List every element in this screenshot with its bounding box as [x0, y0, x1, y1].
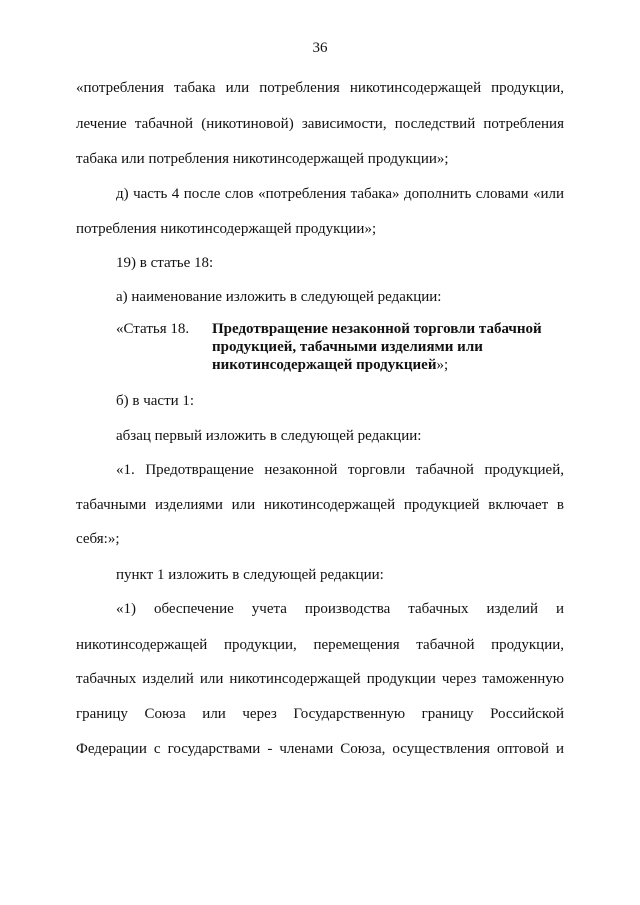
- page-number: 36: [312, 40, 328, 56]
- text-line: «1) обеспечение учета производства табачных изделий и: [116, 601, 564, 617]
- article-title-line: продукцией, табачными изделиями или: [212, 339, 483, 355]
- text-line: пункт 1 изложить в следующей редакции:: [116, 567, 384, 583]
- text-line: «потребления табака или потребления никотинсодержащей продукции,: [76, 80, 564, 96]
- text-line: Федерации с государствами - членами Союза, осуществления оптовой и: [76, 741, 564, 757]
- text-line: 19) в статье 18:: [116, 255, 214, 271]
- text-line: «1. Предотвращение незаконной торговли табачной продукцией,: [116, 462, 564, 478]
- text-line: никотинсодержащей продукции, перемещения табачной продукции,: [76, 637, 564, 653]
- text-line: табачных изделий или никотинсодержащей продукции через таможенную: [76, 671, 564, 687]
- text-line: потребления никотинсодержащей продукции»;: [76, 221, 377, 237]
- article-title-line: Предотвращение незаконной торговли табачной: [212, 321, 542, 337]
- article-title-line: никотинсодержащей продукцией»;: [212, 357, 449, 373]
- text-line: а) наименование изложить в следующей редакции:: [116, 289, 442, 305]
- text-line: границу Союза или через Государственную границу Российской: [76, 706, 564, 722]
- text-line: табака или потребления никотинсодержащей продукции»;: [76, 151, 449, 167]
- text-line: лечение табачной (никотиновой) зависимости, последствий потребления: [76, 116, 564, 132]
- text-line: абзац первый изложить в следующей редакции:: [116, 428, 422, 444]
- article-title: [212, 320, 572, 374]
- text-line: табачными изделиями или никотинсодержащей продукцией включает в: [76, 497, 564, 513]
- text-line: себя:»;: [76, 531, 120, 547]
- article-label: «Статья 18.: [116, 321, 190, 337]
- text-line: д) часть 4 после слов «потребления табака» дополнить словами «или: [116, 186, 564, 202]
- text-line: б) в части 1:: [116, 393, 195, 409]
